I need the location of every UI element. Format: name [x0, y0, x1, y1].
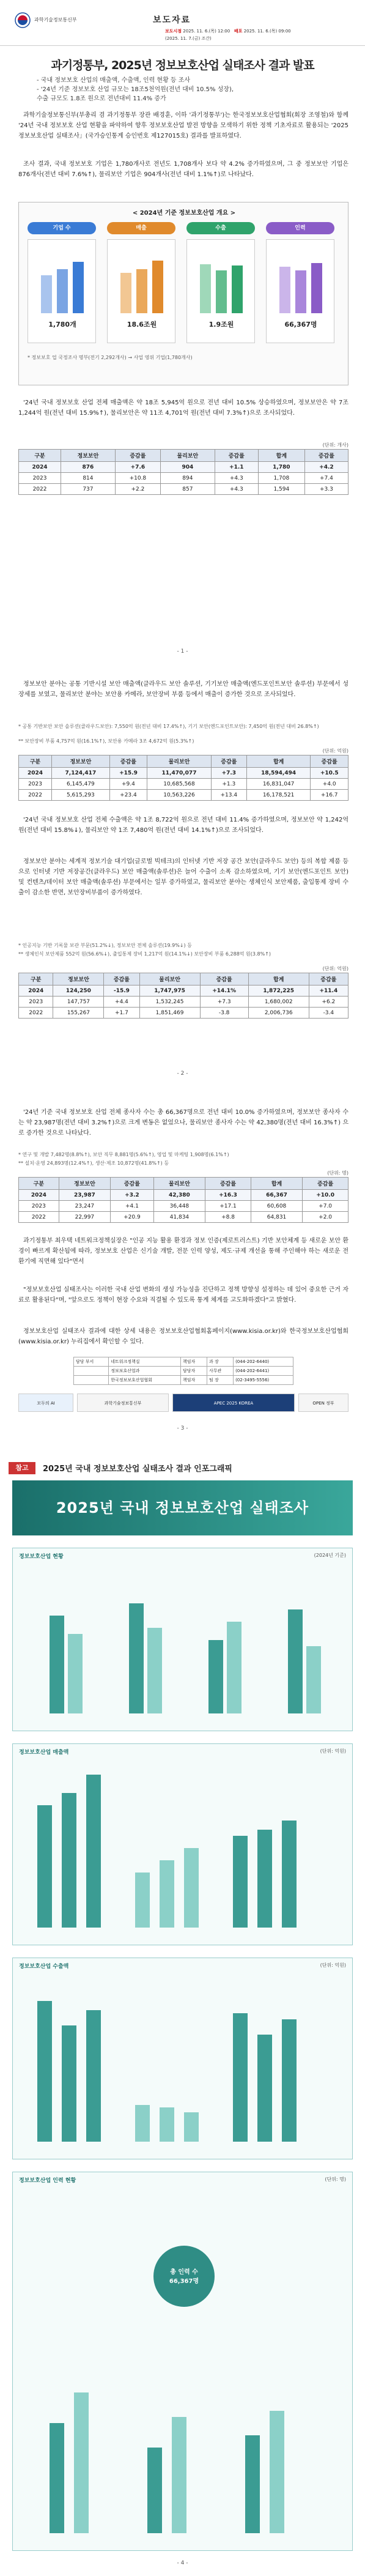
th: 정보보안 — [61, 450, 116, 462]
panel-unit: (2024년 기준) — [314, 1553, 346, 1558]
paragraph-sales: '24년 국내 정보보호 산업 전체 매출액은 약 18조 5,945억 원으로 전년 대비 10.5% 상승하였으며, 정보보안은 약 7조 1,244억 원(전년 대비 15.9%↑), 물리보안은 약 11조 4,701억 원(전년 대비 7.3%↑)으로 조사되었다. — [18, 399, 348, 417]
table-row: 2024 23,987 +3.2 42,380 +16.3 66,367 +10.0 — [19, 1190, 348, 1201]
value-companies: 1,780개 — [48, 321, 76, 328]
note-5: ** 생체인식 보안제품 552억 원(56.6%↓), 출입통제 장비 1,217억 원(14.1%↓) 보안장비 부품 6,288억 원(3.8%↑) — [18, 951, 271, 957]
contact-table — [73, 1357, 293, 1385]
workforce-table: 구분 정보보안 증감률 물리보안 증감률 합계 증감률 2024 23,987 +3.2 42,380 +16.3 66,367 +10.0 2023 23,247 +4.1 36,448 +17.1 60,608 +7.0 2022 22,997 +20.9 41,834 +8.8 64,831 +2.0 — [18, 1177, 348, 1223]
table-row: 2022 155,267 +1.7 1,851,469 -3.8 2,006,736 -3.4 — [19, 1008, 348, 1019]
note-6: * 연구 및 개발 7,482명(8.8%↑), 보안 직무 8,881명(5.6%↑), 영업 및 마케팅 1,908명(6.1%↑) — [18, 1152, 229, 1157]
table-row: 2022 737 +2.2 857 +4.3 1,594 +3.3 — [19, 484, 348, 495]
paragraph-export-detail: 정보보안 분야는 세계적 정보기술 대기업(글로벌 빅테크)의 인터넷 기반 저장 공간 보안(클라우드 보안) 등의 복합 제품 등으로 인터넷 기반 저장공간(클라우드) 보안 매출액(솔루션)은 늘어 수출이 소폭 감소하였으며, 기기 보안(엔드포인트 보안) 및 컨텐츠/데이터 보안 매출액(솔루션) 부문에서는 일부 증가하였고, 물리보안 분야는 생체인식 보안제품, 출입통제 장비 수출이 감소한 반면, 보안장비부품이 증가하였다. — [18, 858, 348, 896]
page-title: 과기정통부, 2025년 정보보호산업 실태조사 결과 발표 — [51, 59, 314, 72]
subtitle-3: 수출 규모도 1.8조 원으로 전년대비 11.4% 증가 — [37, 95, 166, 102]
th: 구분 — [19, 450, 61, 462]
badge-label: 총 인력 수 — [170, 2269, 198, 2276]
doc-type: 보도자료 — [153, 15, 191, 25]
sales-table: 구분 정보보안 증감률 물리보안 증감률 합계 증감률 2024 7,124,417 +15.9 11,470,077 +7.3 18,594,494 +10.5 2023 6,145,479 +9.4 10,685,568 +1.3 16,831,047 +4.0 2022 5,615,293 +23.4 10,563,226 +13.4 16,178,521 +16.7 — [18, 755, 348, 801]
value-sales: 18.6조원 — [127, 321, 157, 328]
paragraph-companies: 조사 결과, 국내 정보보호 기업은 1,780개사로 전년도 1,708개사 보다 약 4.2% 증가하였으며, 그 중 정보보안 기업은 876개사(전년 대비 7.6%↑), 물리보안 기업은 904개사(전년 대비 1.1%↑)로 나타났다. — [18, 161, 348, 178]
note-7: ** 설치·운영 24,893명(12.4%↑), 생산·제조 10,872명(41.8%↑) 등 — [18, 1160, 169, 1166]
th: 증감률 — [304, 450, 348, 462]
page-4 — [0, 1456, 365, 2576]
banner-apec: APEC 2025 KOREA — [172, 1394, 295, 1412]
reference-tag: 참고 — [9, 1462, 35, 1474]
infographic-hero: 2025년 국내 정보보호산업 실태조사 — [12, 1480, 353, 1535]
export-table: 구분 정보보안 증감률 물리보안 증감률 합계 증감률 2024 124,250 -15.9 1,747,975 +14.1% 1,872,225 +11.4 2023 147,757 +4.4 1,532,245 +7.3 1,680,002 +6.2 2022 155,267 +1.7 1,851,469 -3.8 2,006,736 -3.4 — [18, 973, 348, 1019]
paragraph-export: '24년 국내 정보보호 산업 전체 수출액은 약 1조 8,722억 원으로 전년 대비 11.4% 증가하였으며, 정보보안 약 1,242억 원(전년 대비 15.8%↓), 물리보안 약 1조 7,480억 원(전년 대비 14.1%↑)으로 조사되었다. — [18, 817, 348, 834]
panel-title: 정보보호산업 매출액 — [19, 1750, 69, 1756]
table-row: 담당 부서 네트워크정책실 책임자 과 장 (044-202-6440) — [74, 1357, 293, 1367]
table-row: 2024 124,250 -15.9 1,747,975 +14.1% 1,872,225 +11.4 — [19, 985, 348, 997]
card-sales — [107, 239, 175, 343]
panel-sales — [12, 1743, 353, 1945]
table-row: 2023 6,145,479 +9.4 10,685,568 +1.3 16,831,047 +4.0 — [19, 779, 348, 790]
ministry-logo — [15, 12, 31, 28]
card-export — [186, 239, 255, 343]
panel-workforce — [12, 2172, 353, 2551]
page-number: - 3 - — [177, 1425, 188, 1431]
subtitle-2: - '24년 기준 정보보호 산업 규모는 18조5천억원(전년 대비 10.5% 성장), — [37, 86, 234, 93]
table-row: 2024 876 +7.6 904 +1.1 1,780 +4.2 — [19, 462, 348, 473]
th: 물리보안 — [160, 450, 215, 462]
table-row: 2023 23,247 +4.1 36,448 +17.1 60,608 +7.0 — [19, 1201, 348, 1212]
reference-title: 2025년 국내 정보보호산업 실태조사 결과 인포그래픽 — [43, 1464, 232, 1474]
table1-unit: (단위: 개사) — [322, 442, 348, 448]
note-3: ** 보안장비 부품 4,757억 원(16.1%↑), 보안용 카메라 3조 4,672억 원(5.3%↑) — [18, 738, 194, 744]
table-row: 정보보호산업과 담당자 사무관 (044-202-6441) — [74, 1367, 293, 1376]
table4-unit: (단위: 명) — [327, 1170, 348, 1176]
chip-workforce: 인력 — [266, 222, 334, 234]
table-row: 2022 5,615,293 +23.4 10,563,226 +13.4 16,178,521 +16.7 — [19, 790, 348, 801]
paragraph-workforce: '24년 기준 국내 정보보호 산업 전체 종사자 수는 총 66,367명으로 전년 대비 10.0% 증가하였으며, 정보보안 종사자 수는 약 23,987명(전년 대비 3.2%↑)으로 크게 변동은 없었으나, 물리보안 종사자 수는 약 42,380명(전년 대비 16.3%↑) 으로 증가한 것으로 나타났다. — [18, 1109, 348, 1137]
panel-title: 정보보호산업 수출액 — [19, 1964, 69, 1970]
subtitle-1: - 국내 정보보호 산업의 매출액, 수출액, 인력 현황 등 조사 — [37, 77, 191, 84]
panel-title: 정보보호산업 현황 — [19, 1554, 64, 1560]
companies-table — [18, 449, 348, 495]
table3-unit: (단위: 억원) — [322, 966, 348, 971]
footer-banners — [18, 1394, 348, 1414]
banner-ministry: 과학기술정보통신부 — [77, 1394, 169, 1412]
chip-sales: 매출 — [107, 222, 175, 234]
badge-value: 66,367명 — [169, 2278, 199, 2285]
page-number: - 1 - — [177, 648, 188, 655]
chip-export: 수출 — [186, 222, 255, 234]
value-workforce: 66,367명 — [284, 321, 317, 328]
page-2 — [0, 673, 365, 1089]
th: 증감률 — [215, 450, 258, 462]
card-companies — [28, 239, 96, 343]
banner-ai: 모두의 AI — [18, 1394, 73, 1412]
workforce-total-badge — [153, 2246, 215, 2307]
paragraph-intro: 과학기술정보통신부(부총리 겸 과기정통부 장관 배경훈, 이하 '과기정통부')는 한국정보보호산업협회(회장 조영철)와 함께 '24년 국내 정보보호 산업 현황을 파악하여 향후 정보보호산업 발전 방향을 모색하기 위한 정책 기초자료로 활용되는 '2025 정보보호산업 실태조사」(국가승인통계 승인번호 제127015호) 결과를 발표하였다. — [18, 112, 348, 139]
table-row: 2022 22,997 +20.9 41,834 +8.8 64,831 +2.0 — [19, 1212, 348, 1223]
paragraph-quote-1: 과기정통부 최우택 네트워크정책실장은 "인공 지능 활용 환경과 정보 인증(제로트러스트) 기반 보안체계 등 새로운 보안 환경이 빠르게 확산됨에 따라, 정보보호 산업은 신기술 개발, 전문 인력 양성, 제도·규제 개선을 통해 주인해야 하는 새로운 전환기에 직면해 있다"면서 — [18, 1238, 348, 1265]
chip-companies: 기업 수 — [28, 222, 96, 234]
table2-unit: (단위: 억원) — [322, 748, 348, 754]
paragraph-details: 정보보호산업 실태조사 결과에 대한 상세 내용은 정보보호산업협회홈페이지(www.kisia.or.kr)와 한국정보보호산업협회(www.kisia.or.kr) 누리집에서 확인할 수 있다. — [18, 1328, 348, 1345]
header — [0, 0, 365, 46]
table-row: 한국정보보호산업협회 책임자 팀 장 (02-3495-5556) — [74, 1376, 293, 1385]
infographic-note: * 정보보호 업 국정조사 명부(전기 2,292개사) → 사업 영위 기업(1,780개사) — [28, 355, 193, 360]
page-number: - 4 - — [177, 2560, 188, 2566]
table-row: 2024 7,124,417 +15.9 11,470,077 +7.3 18,594,494 +10.5 — [19, 768, 348, 779]
paragraph-sales-detail: 정보보안 분야는 공통 기반시설 보안 매출액(클라우드 보안 솔루션, 기기보안 매출액(엔드포인트보안 솔루션) 부문에서 성장세를 보였고, 물리보안 분야는 보안용 카메라, 보안장비 부품 등에서 매출이 증가한 것으로 조사되었다. — [18, 681, 348, 698]
panel-unit: (단위: 억원) — [320, 1962, 346, 1968]
page-1 — [0, 0, 365, 667]
org-name: 과학기술정보통신부 — [34, 17, 77, 23]
infographic-title: < 2024년 기준 정보보호산업 개요 > — [132, 210, 236, 217]
panel-overview — [12, 1548, 353, 1731]
th: 합계 — [258, 450, 304, 462]
release-time: 보도시점 2025. 11. 6.(목) 12:00 배포 2025. 11. 6.(목) 09:00 — [165, 29, 291, 34]
th: 증감률 — [115, 450, 160, 462]
table-row: 2023 147,757 +4.4 1,532,245 +7.3 1,680,002 +6.2 — [19, 997, 348, 1008]
paper-time: (2025. 11. 7.(금) 조간) — [165, 36, 212, 41]
overview-infographic — [18, 202, 348, 385]
card-workforce — [266, 239, 334, 343]
panel-unit: (단위: 명) — [325, 2177, 346, 2182]
panel-title: 정보보호산업 인력 현황 — [19, 2178, 76, 2184]
page-3 — [0, 1101, 365, 1444]
panel-unit: (단위: 억원) — [320, 1748, 346, 1754]
page-number: - 2 - — [177, 1071, 188, 1077]
note-2: * 공통 기반보안 보안 솔루션(클라우드보안): 7,550억 원(전년 대비 17.4%↑), 기기 보안(엔드포인트보안): 7,450억 원(전년 대비 26.8%↑) — [18, 724, 319, 729]
table-row: 2023 814 +10.8 894 +4.3 1,708 +7.4 — [19, 473, 348, 484]
panel-export — [12, 1958, 353, 2159]
paragraph-quote-2: "정보보호산업 실태조사는 이러한 국내 산업 변화의 생성 가능성을 진단하고 정책 방향성 설정하는 데 있어 중요한 근거 자료로 활용된다"며, "앞으로도 정책이 현장 수요와 직결될 수 있도록 통계 체계를 고도화하겠다"고 밝혔다. — [18, 1286, 348, 1304]
note-4: * 인공지능 기반 기록물 보관 부문(51.2%↓), 정보보안 전체 솔루션(19.9%↓) 등 — [18, 943, 192, 948]
banner-open-gov: OPEN 정부 — [298, 1394, 348, 1412]
value-export: 1.9조원 — [208, 321, 234, 328]
